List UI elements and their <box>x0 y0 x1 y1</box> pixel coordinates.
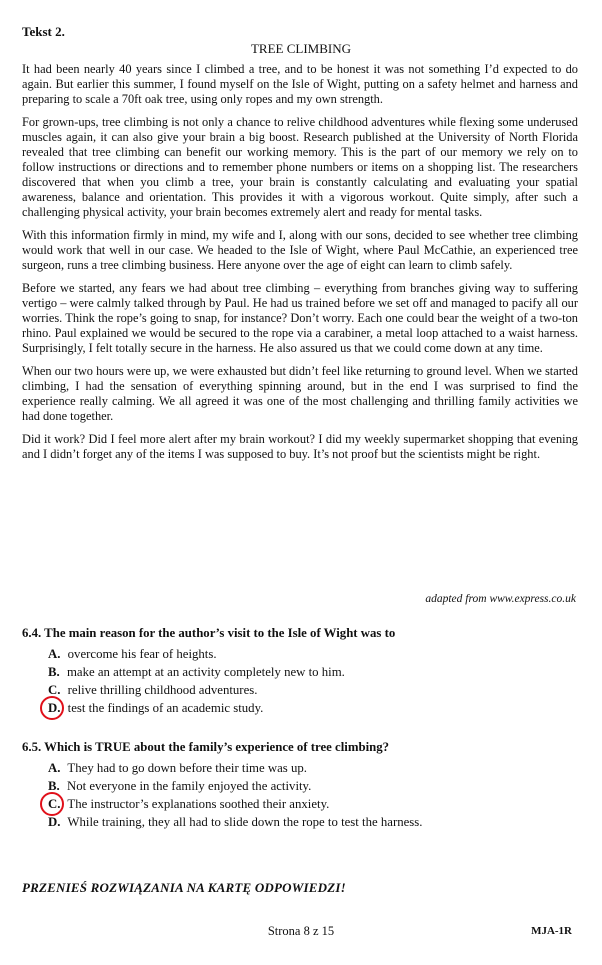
option-letter: C. <box>48 797 61 811</box>
option-text: While training, they all had to slide down the rope to test the harness. <box>67 815 423 829</box>
option-text: test the findings of an academic study. <box>67 701 264 715</box>
article-body <box>22 62 578 470</box>
option-d[interactable] <box>22 699 582 717</box>
option-letter: D. <box>48 815 61 829</box>
question-6-5 <box>22 740 582 831</box>
question-6-4 <box>22 626 582 717</box>
option-a[interactable] <box>22 645 582 663</box>
section-label: Tekst 2. <box>22 24 65 39</box>
option-letter: A. <box>48 647 61 661</box>
option-b[interactable] <box>22 663 582 681</box>
question-title: 6.5. Which is TRUE about the family’s experience of tree climbing? <box>22 740 390 754</box>
transfer-answers-instruction: PRZENIEŚ ROZWIĄZANIA NA KARTĘ ODPOWIEDZI! <box>22 880 346 895</box>
option-letter: D. <box>48 701 61 715</box>
option-text: overcome his fear of heights. <box>67 647 217 661</box>
option-c[interactable] <box>22 681 582 699</box>
article-paragraph: With this information firmly in mind, my wife and I, along with our sons, decided to see whether tree climbing would work that well in our case. We headed to the Isle of Wight, where Paul McCathie, an experienced tree surgeon, runs a tree climbing business. Here anyone over the age of eight can learn to climb safely. <box>22 228 578 272</box>
option-text: The instructor’s explanations soothed their anxiety. <box>67 797 330 811</box>
option-letter: B. <box>48 779 60 793</box>
option-letter: A. <box>48 761 61 775</box>
page-number: Strona 8 z 15 <box>267 924 335 938</box>
option-c[interactable] <box>22 795 582 813</box>
option-b[interactable] <box>22 777 582 795</box>
article-title: TREE CLIMBING <box>250 41 352 56</box>
article-paragraph: Before we started, any fears we had about tree climbing – everything from branches giving way to suffering vertigo – were calmly talked through by Paul. He had us trained before we set off and managed to pacify all our worries. Think the rope’s going to snap, for instance? Don’t worry. Each one could bear the weight of a two-ton rhino. Paul explained we would be secured to the rope via a carabiner, a metal loop attached to a waist harness. Surprisingly, I felt totally secure in the harness. He also assured us that we could come down at any time. <box>22 281 578 355</box>
article-paragraph: When our two hours were up, we were exhausted but didn’t feel like returning to ground level. When we started climbing, I had the sensation of everything spinning around, but in the end I was surprised to find the experience really calming. We all agreed it was one of the most challenging and thrilling family activities we had done together. <box>22 364 578 423</box>
article-paragraph: Did it work? Did I feel more alert after my brain workout? I did my weekly supermarket shopping that evening and I didn’t forget any of the items I was supposed to buy. It’s not proof but the scientists might be right. <box>22 432 578 461</box>
answer-circle-mark <box>40 696 64 720</box>
option-d[interactable] <box>22 813 582 831</box>
option-text: They had to go down before their time was up. <box>67 761 307 775</box>
exam-code: MJA-1R <box>531 925 572 937</box>
option-letter: B. <box>48 665 60 679</box>
option-text: make an attempt at an activity completely new to him. <box>66 665 345 679</box>
option-text: relive thrilling childhood adventures. <box>67 683 258 697</box>
option-text: Not everyone in the family enjoyed the activity. <box>66 779 312 793</box>
option-letter: C. <box>48 683 61 697</box>
option-a[interactable] <box>22 759 582 777</box>
article-paragraph: For grown-ups, tree climbing is not only a chance to relive childhood adventures while flexing some underused muscles again, it can also give your brain a big boost. Research published at the University of North Florida revealed that tree climbing can benefit our working memory. This is the part of our memory we rely on to follow instructions or directions and to remember phone numbers or items on a shopping list. The researchers discovered that when you climb a tree, your brain is constantly calculating and evaluating your spatial awareness, balance and orientation. This provides it with a vigorous workout. Quite simply, after such a challenging physical activity, your brain becomes extremely alert and ready for mental tasks. <box>22 115 578 219</box>
source-credit: adapted from www.express.co.uk <box>425 593 576 605</box>
question-title: 6.4. The main reason for the author’s visit to the Isle of Wight was to <box>22 626 396 640</box>
article-paragraph: It had been nearly 40 years since I climbed a tree, and to be honest it was not something I’d expected to do again. But earlier this summer, I found myself on the Isle of Wight, putting on a safety helmet and harness and preparing to scale a 70ft oak tree, using only ropes and my own strength. <box>22 62 578 106</box>
